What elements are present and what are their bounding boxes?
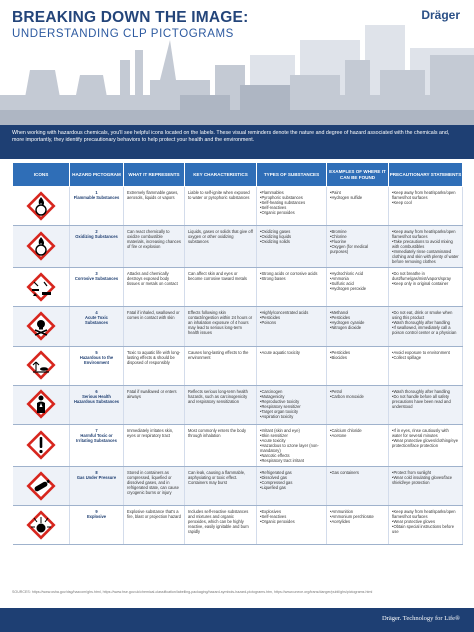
hazard-number: 5 [95, 349, 98, 355]
list-item: • Methanol [330, 310, 385, 315]
list-item: • Gas containers [330, 470, 385, 475]
column-header: KEY CHARACTERISTICS [185, 163, 257, 187]
list-item: • Narcotic effects [260, 453, 323, 458]
page-subtitle: UNDERSTANDING CLP PICTOGRAMS [12, 28, 234, 40]
bullet-list [392, 229, 459, 264]
hazard-number: 2 [95, 229, 98, 235]
hazard-name: Harmful Toxic or Irritating Substances [76, 432, 117, 443]
list-item: • Oxidizing gases [260, 229, 323, 234]
list-item: • Acute aquatic toxicity [260, 350, 323, 355]
list-item: • Irritant (skin and eye) [260, 428, 323, 433]
bullet-list [260, 190, 323, 215]
bullet-list [330, 190, 385, 200]
list-item: • Wear cold insulating gloves/face shield/eye protection [392, 475, 459, 485]
exploding-bomb-icon [26, 510, 56, 540]
bullet-list [392, 470, 459, 485]
hazard-name-cell [70, 424, 124, 466]
sources-footnote: SOURCES: https://www.osha.gov/dsg/hazcom/ghs.html, https://www.hse.gov.uk/chemical-classification/labelling-packaging/hazard-symbols-hazard-pictograms.htm, https://www.unece.org/trans/danger/publi/ghs/pictograms.html [12, 590, 373, 594]
list-item: • Aspiration toxicity [260, 414, 323, 419]
hazard-name: Acute Toxic Substances [85, 315, 108, 326]
bullet-list [260, 509, 323, 524]
examples-cell [327, 506, 389, 545]
bullet-list [330, 509, 385, 524]
list-item: • Keep cool [392, 200, 459, 205]
hazard-name-cell [70, 187, 124, 226]
list-item: • Acetone [330, 433, 385, 438]
table-header-row [13, 163, 463, 187]
list-item: • Carcinogen [260, 389, 323, 394]
hazard-name: Hazardous to the Environment [79, 354, 114, 365]
pictogram-cell [13, 307, 70, 346]
list-item: • Hydrogen sulfide [330, 195, 385, 200]
represents-cell: Fatal if swallowed or enters airways [124, 385, 185, 424]
list-item: • Take precautions to avoid mixing with combustibles [392, 239, 459, 249]
footer-bar [0, 608, 474, 632]
bullet-list [330, 470, 385, 475]
bullet-list [330, 310, 385, 330]
list-item: • Chlorine [330, 234, 385, 239]
hazard-number: 3 [95, 271, 98, 277]
list-item: • Calcium chloride [330, 428, 385, 433]
list-item: • Carbon monoxide [330, 394, 385, 399]
bullet-list [392, 389, 459, 409]
hazard-name: Serious Health Hazardous Substances [73, 393, 120, 404]
list-item: • Biocides [330, 355, 385, 360]
bullet-list [260, 310, 323, 325]
list-item: • Pesticides [260, 315, 323, 320]
list-item: • Ammonium perchlorate [330, 514, 385, 519]
examples-cell [327, 268, 389, 307]
list-item: • Nitrogen dioxide [330, 325, 385, 330]
list-item: • Acute toxicity [260, 438, 323, 443]
types-cell [257, 187, 327, 226]
list-item: • Paint [330, 190, 385, 195]
list-item: • Immediately rinse contaminated clothing and skin with plenty of water before removing clothes [392, 249, 459, 264]
table-row [13, 424, 463, 466]
list-item: • Protect from sunlight [392, 470, 459, 475]
bullet-list [392, 428, 459, 448]
list-item: • Oxidizing liquids [260, 234, 323, 239]
list-item: • If in eyes, rinse cautiously with water for several minutes [392, 428, 459, 438]
characteristics-cell: Most commonly enters the body through inhalation [185, 424, 257, 466]
bullet-list [392, 310, 459, 335]
represents-cell: Stored in containers as compressed, liquefied or dissolved gases, and in refrigerated state, can cause cryogenic burns or injury [124, 466, 185, 505]
intro-text: When working with hazardous chemicals, you'll see helpful icons located on the labels. These visual reminders denote the nature and degree of hazard associated with the chemicals and, more importantly, they identify precautionary behaviors to help protect your health and the environment. [0, 125, 474, 159]
list-item: • Keep only in original container [392, 281, 459, 286]
list-item: • Reproductive toxicity [260, 399, 323, 404]
hazard-name: Flammable Substances [73, 195, 120, 200]
hazard-name-cell [70, 466, 124, 505]
exclamation-mark-icon [26, 430, 56, 460]
list-item: • Fluorine [330, 239, 385, 244]
list-item: • Hydrogen peroxide [330, 286, 385, 291]
bullet-list [330, 229, 385, 254]
represents-cell: Fatal if inhaled, swallowed or comes in contact with skin [124, 307, 185, 346]
characteristics-cell: Causes long-lasting effects to the environment [185, 346, 257, 385]
list-item: • Oxidizing solids [260, 239, 323, 244]
hazard-number: 6 [95, 388, 98, 394]
column-header: TYPES OF SUBSTANCES [257, 163, 327, 187]
statements-cell [389, 346, 463, 385]
list-item: • Wear protective gloves [392, 519, 459, 524]
examples-cell [327, 385, 389, 424]
column-header: ICONS [13, 163, 70, 187]
health-hazard-icon [26, 389, 56, 419]
characteristics-cell: Liable to self-ignite when exposed to water or pyrophoric substances [185, 187, 257, 226]
list-item: • Self-reactives [260, 205, 323, 210]
list-item: • Poisons [260, 320, 323, 325]
list-item: • Mutagenicity [260, 394, 323, 399]
statements-cell [389, 268, 463, 307]
pictogram-cell [13, 226, 70, 268]
list-item: • Flammables [260, 190, 323, 195]
list-item: • Strong acids or corrosive acids [260, 271, 323, 276]
list-item: • Target organ toxicity [260, 409, 323, 414]
list-item: • Do not eat, drink or smoke when using this product [392, 310, 459, 320]
bullet-list [392, 271, 459, 286]
table-row [13, 268, 463, 307]
brand-logo: Dräger [421, 8, 460, 22]
list-item: • Self-reactives [260, 514, 323, 519]
list-item: • Ammunition [330, 509, 385, 514]
list-item: • Wear protective gloves/clothing/eye protection/face protection [392, 438, 459, 448]
list-item: • Hazardous to ozone layer (non-mandatory) [260, 443, 323, 453]
table-row [13, 187, 463, 226]
types-cell [257, 268, 327, 307]
hazard-name: Explosive [86, 514, 107, 520]
flame-over-circle-icon [26, 191, 56, 221]
hazard-name-cell [70, 385, 124, 424]
list-item: • Self-heating substances [260, 200, 323, 205]
statements-cell [389, 424, 463, 466]
hazard-number: 9 [95, 509, 98, 515]
environment-icon [26, 350, 56, 380]
table-row [13, 506, 463, 545]
list-item: • Compressed gas [260, 480, 323, 485]
represents-cell: Immediately irritates skin, eyes or respiratory tract [124, 424, 185, 466]
list-item: • Respiratory sensitizer [260, 404, 323, 409]
hazard-number: 1 [95, 190, 98, 195]
represents-cell: Extremely flammable gases, aerosols, liquids or vapors [124, 187, 185, 226]
list-item: • Highly/concentrated acids [260, 310, 323, 315]
represents-cell: Can react chemically to oxidize combustible materials, increasing chances of fire or explosion [124, 226, 185, 268]
list-item: • Keep away from heat/sparks/open flames/hot surfaces [392, 509, 459, 519]
examples-cell [327, 226, 389, 268]
gas-cylinder-icon [26, 471, 56, 501]
list-item: • Dissolved gas [260, 475, 323, 480]
list-item: • Oxygen (for medical purposes) [330, 244, 385, 254]
list-item: • Hydrogen cyanide [330, 320, 385, 325]
pictogram-table [12, 162, 463, 545]
flame-over-circle-icon [26, 231, 56, 261]
page-title: BREAKING DOWN THE IMAGE: [12, 9, 249, 26]
list-item: • Organic peroxides [260, 210, 323, 215]
list-item: • Petrol [330, 389, 385, 394]
pictogram-cell [13, 268, 70, 307]
bullet-list [330, 350, 385, 360]
pictogram-cell [13, 187, 70, 226]
characteristics-cell: Can leak, causing a flammable, asphyxiating or toxic effect. Containers may burst [185, 466, 257, 505]
bullet-list [260, 470, 323, 490]
examples-cell [327, 187, 389, 226]
bullet-list [330, 428, 385, 438]
types-cell [257, 346, 327, 385]
hazard-number: 7 [95, 427, 98, 433]
bullet-list [260, 229, 323, 244]
bullet-list [260, 350, 323, 355]
column-header: EXAMPLES OF WHERE IT CAN BE FOUND [327, 163, 389, 187]
list-item: • Bromine [330, 229, 385, 234]
bullet-list [260, 271, 323, 281]
characteristics-cell: Includes self-reactive substances and mixtures and organic peroxides, which can be highly reactive, easily ignitable and burn rapidly [185, 506, 257, 545]
column-header: HAZARD PICTOGRAM [70, 163, 124, 187]
examples-cell [327, 346, 389, 385]
hazard-name: Gas Under Pressure [76, 474, 117, 480]
characteristics-cell: Liquids, gases or solids that give off oxygen or other oxidizing substances [185, 226, 257, 268]
bullet-list [330, 271, 385, 291]
list-item: • Pesticides [330, 315, 385, 320]
list-item: • Do not breathe in dust/fume/gas/mist/vapors/spray [392, 271, 459, 281]
hazard-name-cell [70, 307, 124, 346]
hazard-number: 8 [95, 469, 98, 475]
characteristics-cell: Effects following skin contact/ingestion within 24 hours or an inhalation exposure of 4 hours may lead to serious long-term health issues [185, 307, 257, 346]
bullet-list [392, 350, 459, 360]
list-item: • Keep away from heat/sparks/open flames/hot surfaces [392, 190, 459, 200]
skull-crossbones-icon [26, 311, 56, 341]
bullet-list [392, 509, 459, 534]
table-row [13, 466, 463, 505]
characteristics-cell: Can affect skin and eyes or become corrosive toward metals [185, 268, 257, 307]
corrosion-icon [26, 272, 56, 302]
list-item: • Acetylides [330, 519, 385, 524]
pictogram-cell [13, 466, 70, 505]
table-row [13, 307, 463, 346]
list-item: • Obtain special instructions before use [392, 524, 459, 534]
characteristics-cell: Reflects serious long-term health hazards, such as carcinogenicity and respiratory sensitization [185, 385, 257, 424]
hazard-number: 4 [95, 310, 98, 316]
list-item: • Hydrochloric Acid [330, 271, 385, 276]
table-row [13, 385, 463, 424]
types-cell [257, 466, 327, 505]
types-cell [257, 424, 327, 466]
pictogram-cell [13, 424, 70, 466]
table-row [13, 226, 463, 268]
list-item: • Refrigerated gas [260, 470, 323, 475]
pictogram-cell [13, 346, 70, 385]
list-item: • Strong bases [260, 276, 323, 281]
pictogram-cell [13, 385, 70, 424]
statements-cell [389, 385, 463, 424]
hazard-name-cell [70, 346, 124, 385]
list-item: • Pyrophoric substances [260, 195, 323, 200]
types-cell [257, 385, 327, 424]
bullet-list [392, 190, 459, 205]
list-item: • Do not handle before all safety precautions have been read and understood [392, 394, 459, 409]
list-item: • Ammonia [330, 276, 385, 281]
hazard-name-cell [70, 506, 124, 545]
list-item: • Keep away from heat/sparks/open flames/hot surfaces [392, 229, 459, 239]
represents-cell: Attacks and chemically destroys exposed body tissues or metals on contact [124, 268, 185, 307]
list-item: • Liquefied gas [260, 485, 323, 490]
list-item: • Wash thoroughly after handling [392, 320, 459, 325]
list-item: • If swallowed, immediately call a poison control center or a physician [392, 325, 459, 335]
statements-cell [389, 226, 463, 268]
hazard-name-cell [70, 226, 124, 268]
types-cell [257, 226, 327, 268]
types-cell [257, 506, 327, 545]
examples-cell [327, 466, 389, 505]
list-item: • Avoid exposure to environment [392, 350, 459, 355]
bullet-list [260, 428, 323, 463]
list-item: • Organic peroxides [260, 519, 323, 524]
list-item: • Wash thoroughly after handling [392, 389, 459, 394]
examples-cell [327, 307, 389, 346]
list-item: • Pesticides [330, 350, 385, 355]
types-cell [257, 307, 327, 346]
represents-cell: Explosive substance that's a fire, blast or projection hazard [124, 506, 185, 545]
hazard-name: Corrosive Substances [74, 276, 119, 282]
list-item: • Explosives [260, 509, 323, 514]
hazard-name: Oxidizing Substances [75, 234, 118, 240]
hero-banner [0, 0, 474, 125]
list-item: • Collect spillage [392, 355, 459, 360]
list-item: • Skin sensitizer [260, 433, 323, 438]
list-item: • Sulfuric acid [330, 281, 385, 286]
pictogram-cell [13, 506, 70, 545]
statements-cell [389, 307, 463, 346]
represents-cell: Toxic to aquatic life with long-lasting effects & should be disposed of responsibly [124, 346, 185, 385]
list-item: • Respiratory tract irritant [260, 458, 323, 463]
bullet-list [260, 389, 323, 419]
pictogram-table-container [12, 162, 462, 545]
hazard-name-cell [70, 268, 124, 307]
column-header: WHAT IT REPRESENTS [124, 163, 185, 187]
bullet-list [330, 389, 385, 399]
column-header: PRECAUTIONARY STATEMENTS [389, 163, 463, 187]
statements-cell [389, 466, 463, 505]
statements-cell [389, 506, 463, 545]
brand-tagline: Dräger. Technology for Life® [381, 615, 460, 622]
examples-cell [327, 424, 389, 466]
statements-cell [389, 187, 463, 226]
table-row [13, 346, 463, 385]
